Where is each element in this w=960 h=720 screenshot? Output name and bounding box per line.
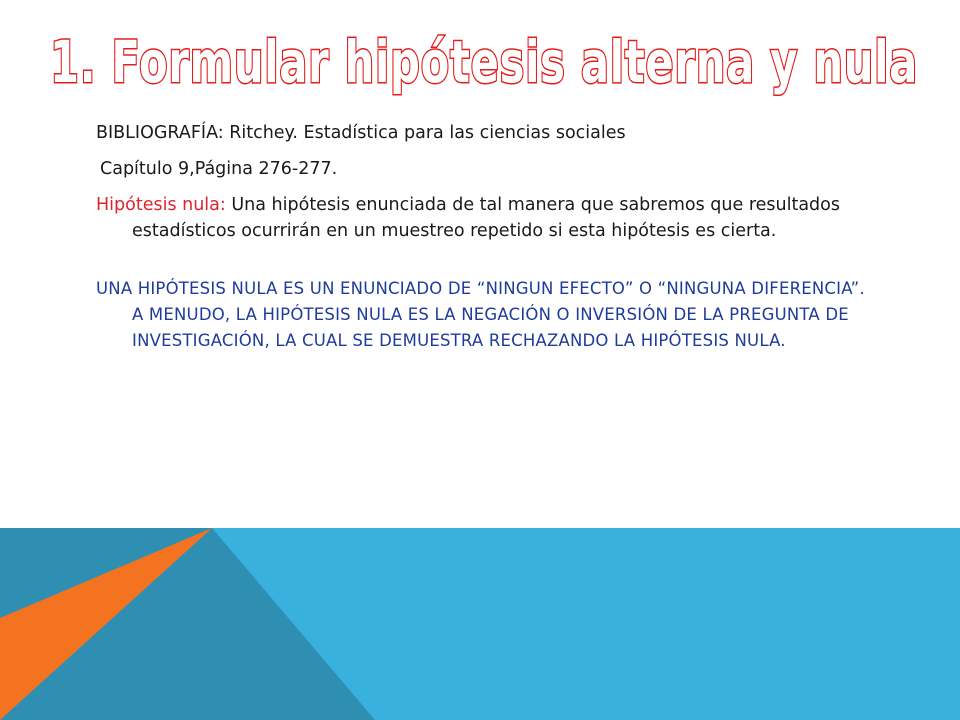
definition-text: Una hipótesis enunciada de tal manera que sabremos que resultados estadísticos ocurrirán en un muestreo repetido si esta hipótesis es cierta. [132, 195, 840, 241]
title-text: 1. Formular hipótesis alterna y nula [50, 28, 918, 96]
decorative-shapes [0, 528, 960, 720]
null-hypothesis-definition [96, 192, 876, 244]
bibliography-line: BIBLIOGRAFÍA: Ritchey. Estadística para las ciencias sociales [96, 123, 626, 143]
chapter-page-line: Capítulo 9,Página 276-277. [100, 159, 338, 179]
slide-title [0, 20, 960, 110]
slide-body [96, 120, 876, 364]
decorative-band [0, 528, 960, 720]
null-hypothesis-statement: UNA HIPÓTESIS NULA ES UN ENUNCIADO DE “NINGUN EFECTO” O “NINGUNA DIFERENCIA”. A MENUDO, LA HIPÓTESIS NULA ES LA NEGACIÓN O INVERSIÓN DE LA PREGUNTA DE INVESTIGACIÓN, LA CUAL SE DEMUESTRA RECHAZANDO LA HIPÓTESIS NULA. [96, 279, 865, 350]
definition-term: Hipótesis nula: [96, 195, 226, 215]
title-graphic [0, 20, 960, 110]
